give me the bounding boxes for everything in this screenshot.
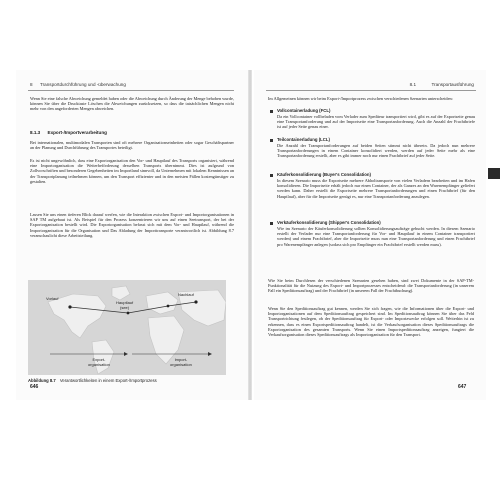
section-heading [30,130,107,135]
port-point-icon [167,305,170,308]
caption-text: Verantwortlichkeiten in einem Export-/Importprozess [59,378,157,383]
label-nachlauf: Nachlauf [178,292,194,297]
bullet-title-lcl: Teilcontainerladung (LCL) [277,137,330,142]
left-para-4: Lassen Sie uns einen tieferen Blick darauf werfen, wie die Interaktion zwischen Export- und Importorganisationen in SAP TM aufgebaut ist. Als Beispiel für den Prozess konzentrieren wir uns auf einen Seetransport, der bei der Exportorganisation bestellt wird. Die Exportorganisation befasst sich mit dem Vor- und Hauptlauf, während die Importorganisation für die Organisation und Das Abladung der Importtransporte verantwortlich ist. Abbildung 8.7 veranschaulicht diese Arbeitsteilung. [30,212,234,238]
left-page-number: 646 [30,384,39,390]
label-hauptlauf-main: Hauptlauf [116,300,134,305]
label-hauptlauf [116,300,133,310]
chapter-thumb-tab [488,168,500,179]
section-title: Export-/Importverarbeitung [47,130,107,135]
world-map-illustration [28,280,226,375]
right-page-number: 647 [458,384,467,390]
label-import-org: Import- organisation [170,357,192,367]
bullet-title-buyer: Käuferkonsolidierung (Buyer's Consolidation) [277,172,371,177]
port-point-icon [127,312,130,315]
left-para-3: Es ist nicht ungewöhnlich, dass eine Exportorganisation den Vor- und Hauptlauf des Transports organisiert, während eine Importorganisation die Weiterbeförderung desselben Transports übernimmt. Dies ist aufgrund von Zollvorschriften und besonderen Gegebenheiten im Importland sinnvoll, da Unternehmen mit lokalem Kenntnissen an der Transportplanung teilnehmen können, um den Transport effizienter und in den meisten Fällen kostengünstiger zu gestalten. [30,158,234,184]
bullet-square-icon [270,174,273,177]
left-para-2: Bei internationalen, multimodalen Transporten sind oft mehrere Organisationseinheiten oder sogar Geschäftspartner an der Planung und Durchführung des Transportes beteiligt. [30,140,234,151]
left-header-title: Transportdurchführung und -überwachung [40,82,126,87]
label-hauptlauf-sub: (see) [120,305,130,310]
figure-map [28,280,226,375]
right-para-a: Wie Sie beim Durchlesen der verschiedenen Szenarien gesehen haben, sind zwei Dokumente in der SAP-TM-Funktionalität für die Nutzung des Export- und Importprozesses entscheidend: die Transportanforderung (in unserem Fall ein Speditionsauftrag) und der Frachtbrief (in unserem Fall der Frachtbuchung). [268,278,474,294]
right-header-title: Transportausführung [431,82,474,87]
label-vorlauf: Vorlauf [46,296,59,301]
bullet-text-fcl: Da ein Vollcontainer vollbeladen vom Verlader zum Spediteur transportiert wird, gibt es auf der Exportseite genau eine Transportanforderung und auf der Importseite eine Transportanforderung. Auch die Anzahl der Frachtbriefe ist auf jeder Seite genau einer. [277,114,475,130]
bullet-square-icon [270,222,273,225]
right-header-chapter: 8.1 [409,82,416,87]
destination-point-icon [194,300,197,303]
right-intro: Im Allgemeinen können wir beim Export-/Importprozess zwischen verschiedenen Szenarien unterscheiden: [268,96,453,101]
bullet-text-buyer: In diesem Szenario muss die Exportseite mehrere Abholtransporte von vielen Verladern bearbeiten und im Hafen konsolidieren. Die Importseite erhält jedoch nur einen Container, der als Ganzes an den Warenempfänger geliefert werden kann. Daher erstellt die Exportseite mehrere Transportanforderungen und einen Frachtbrief (für den Hauptlauf), aber für die Importseite genügt es, nur eine Transportanforderung anzulegen. [277,178,475,199]
bullet-title-shipper: Verkäuferkonsolidierung (Shipper's Consolidation) [277,220,381,225]
book-spine [248,70,252,400]
section-number: 8.1.3 [30,130,41,135]
bullet-square-icon [270,139,273,142]
bullet-title-fcl: Vollcontainerladung (FCL) [277,108,331,113]
origin-point-icon [68,305,71,308]
label-export-org: Export- organisation [88,357,110,367]
left-para-1: Wenn Sie eine falsche Abweichung gemeldet haben oder die Abweichung durch Änderung der Menge behoben wurde, können Sie über die Drucktaste Löschen die Abweichungen zurücksetzen, so dass die tatsächlichen Mengen nicht mehr von den angeforderten Mengen abweichen. [30,96,234,112]
left-running-header [28,82,234,91]
right-running-header [266,82,476,91]
bullet-text-shipper: Wie im Szenario der Käuferkonsolidierung sollten Konsolidierungsaufträge gebucht werden. In diesem Szenario erstellt der Verlader nur eine Transportanforderung für Vor- und Hauptlauf in einem Container transportiert werden) und einem Frachtbrief, aber die Importseite muss nun eine Transportanforderung und einen Frachtbrief pro Warenempfänger anlegen (sodass sich pro Empfänger ein Frachtbrief erstellt werden muss). [277,226,475,247]
right-para-b: Wenn Sie den Speditionsauftrag gut kennen, werden Sie sich fragen, wie die Informationen über die Export- und Importorganisationen auf dem Speditionsauftrag gespeichert sind. Im Speditionsauftrag können Sie über das Feld Transportrichtung festlegen, ob der Speditionsauftrag für Export- oder Importzwecke erfolgen soll. Weiterhin ist zu erkennen, dass es einen Exportspeditionsauftrag handelt, ist die Verkaufsorganisation dieses Speditionsauftrags die Exportorganisation des gesamten Transports. Wenn Sie einen Importspeditionsauftrag anzeigen, fungiert die Verkaufsorganisation dieses Speditionsauftrags als Importorganisation für den Transport. [268,306,474,338]
bullet-text-lcl: Die Anzahl der Transportanforderungen auf beiden Seiten stimmt nicht überein. Da jedoch nun mehrere Transportanforderungen in einem Container konsolidiert werden, werden auf jeder Seite mehr als eine Transportanforderung erstellt, aber es gibt immer noch nur einen Frachtbrief auf jeder Seite. [277,143,475,159]
bullet-square-icon [270,110,273,113]
figure-caption [28,378,232,383]
left-header-chapter: 8 [30,82,33,87]
caption-label: Abbildung 8.7 [28,378,56,383]
